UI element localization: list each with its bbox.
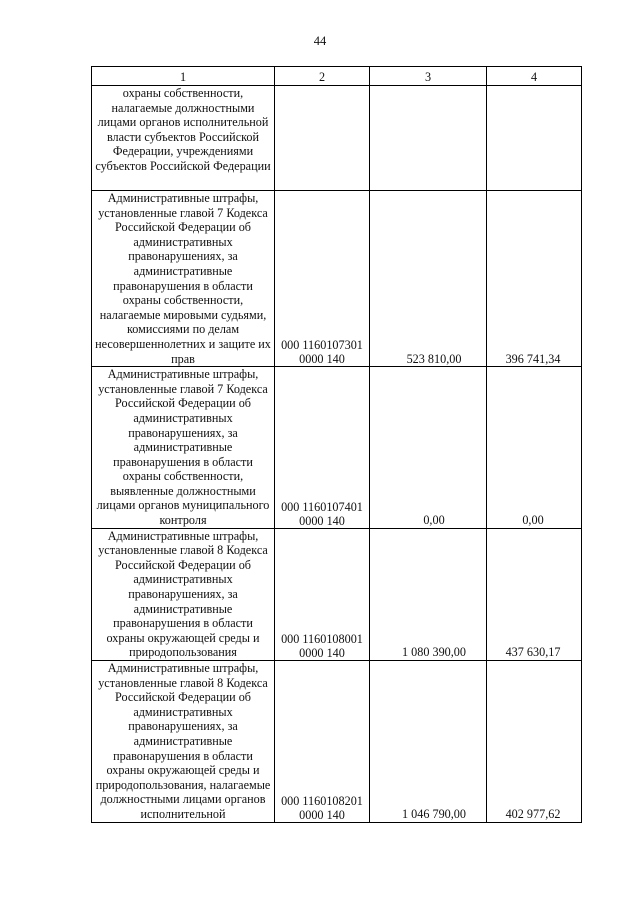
row-code-line2: 0000 140 <box>299 352 345 367</box>
row-description: охраны собственности, налагаемые должностными лицами органов исполнительной власти субъектов Российской Федерации, учреждениями субъектов Российской Федерации <box>92 86 275 191</box>
row-value-col3 <box>370 661 487 823</box>
row-value-col4 <box>487 86 582 191</box>
table-header <box>92 67 582 86</box>
row-value-col3-text: 1 046 790,00 <box>402 806 466 821</box>
column-header-3: 3 <box>370 67 487 86</box>
row-code-line2: 0000 140 <box>299 513 345 528</box>
row-description: Административные штрафы, установленные главой 8 Кодекса Российской Федерации об административных правонарушениях, за административные правонарушения в области охраны окружающей среды и природопользования, налагаемые должностными лицами органов исполнительной <box>92 661 275 823</box>
page-number: 44 <box>313 34 327 48</box>
row-value-col4-text: 396 741,34 <box>505 351 561 366</box>
row-code <box>275 86 370 191</box>
row-code-line2: 0000 140 <box>299 646 345 660</box>
row-code <box>275 191 370 367</box>
row-code-line1: 000 1160107301 <box>281 338 363 353</box>
column-header-4: 4 <box>487 67 582 86</box>
row-value-col4 <box>487 528 582 660</box>
row-value-col4-text: 437 630,17 <box>505 645 561 660</box>
row-value-col3-text: 0,00 <box>423 513 445 528</box>
row-description: Административные штрафы, установленные главой 8 Кодекса Российской Федерации об административных правонарушениях, за административные правонарушения в области охраны окружающей среды и природопользования <box>92 528 275 660</box>
row-code <box>275 367 370 529</box>
row-code <box>275 528 370 660</box>
column-header-1: 1 <box>92 67 275 86</box>
row-value-col4 <box>487 367 582 529</box>
row-value-col3 <box>370 86 487 191</box>
row-code-line1: 000 1160107401 <box>281 499 363 514</box>
row-value-col4 <box>487 191 582 367</box>
table-row <box>92 661 582 823</box>
row-value-col3-text: 1 080 390,00 <box>402 645 466 660</box>
table-row <box>92 191 582 367</box>
row-value-col4-text: 402 977,62 <box>505 806 561 821</box>
header-row <box>92 67 582 86</box>
column-header-2: 2 <box>275 67 370 86</box>
table-row <box>92 367 582 529</box>
row-description: Административные штрафы, установленные главой 7 Кодекса Российской Федерации об административных правонарушениях, за административные правонарушения в области охраны собственности, налагаемые мировыми судьями, комиссиями по делам несовершеннолетних и защите их прав <box>92 191 275 367</box>
row-value-col4 <box>487 661 582 823</box>
table-row <box>92 86 582 191</box>
budget-table <box>91 66 582 823</box>
row-code <box>275 661 370 823</box>
row-value-col3 <box>370 367 487 529</box>
row-value-col3 <box>370 191 487 367</box>
row-code-line1: 000 1160108001 <box>281 632 363 646</box>
row-value-col4-text: 0,00 <box>522 513 544 528</box>
row-value-col3 <box>370 528 487 660</box>
table-row <box>92 528 582 660</box>
row-code-line2: 0000 140 <box>299 807 345 822</box>
row-description: Административные штрафы, установленные главой 7 Кодекса Российской Федерации об административных правонарушениях, за административные правонарушения в области охраны собственности, выявленные должностными лицами органов муниципального контроля <box>92 367 275 529</box>
row-value-col3-text: 523 810,00 <box>406 351 462 366</box>
row-code-line1: 000 1160108201 <box>281 793 363 808</box>
